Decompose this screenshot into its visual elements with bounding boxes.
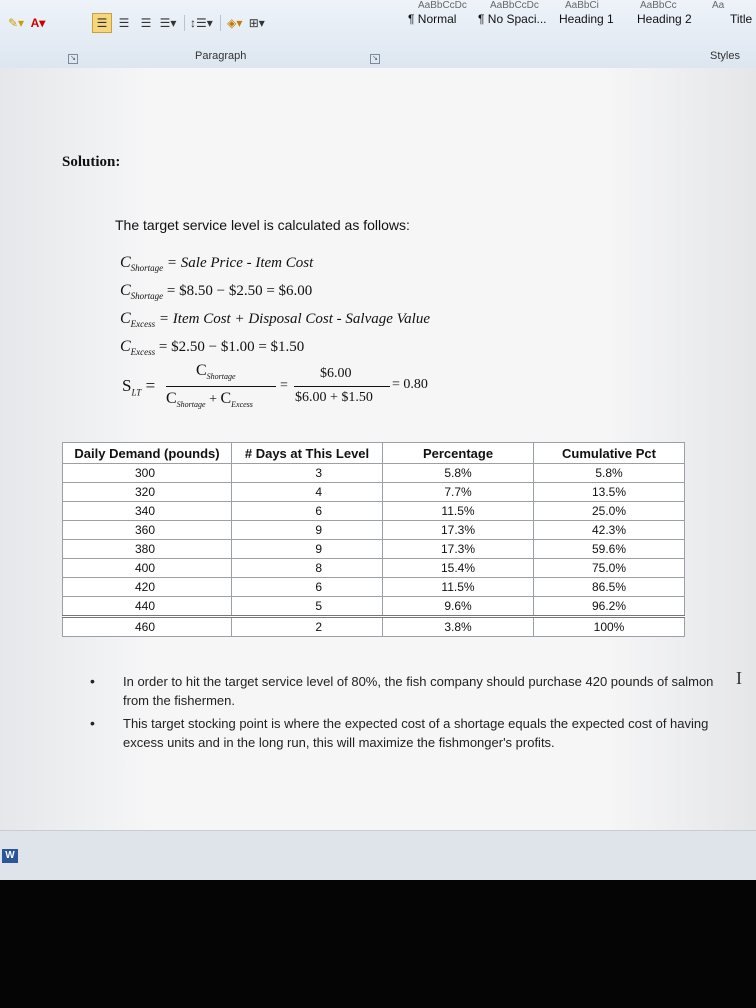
- style-title[interactable]: Title: [730, 12, 753, 26]
- font-color-button[interactable]: A▾: [30, 16, 46, 30]
- font-dialog-launcher-icon[interactable]: ↘: [68, 54, 78, 64]
- table-cell: 7.7%: [383, 483, 534, 502]
- table-row: [63, 483, 685, 502]
- table-cell: 300: [63, 464, 232, 483]
- table-row: [63, 540, 685, 559]
- column-header: Percentage: [383, 443, 534, 464]
- table-row: [63, 559, 685, 578]
- style-preview-text: AaBbCcDc: [490, 0, 539, 11]
- table-header-row: [63, 443, 685, 464]
- fraction-numerator: $C_{Shortage}$: [196, 362, 236, 381]
- bullet-text: This target stocking point is where the expected cost of a shortage equals the expected cost of having excess units and in the long run, this will maximize the fishmonger's profits.: [123, 716, 709, 750]
- table-row: [63, 521, 685, 540]
- styles-group-label: Styles: [710, 50, 740, 62]
- column-header: Cumulative Pct: [534, 443, 685, 464]
- style-preview-text: Aa: [712, 0, 725, 11]
- table-row: [63, 502, 685, 521]
- table-row: [63, 617, 685, 637]
- fraction-numerator-value: $6.00: [320, 366, 352, 381]
- service-level-result: = 0.80: [392, 377, 428, 392]
- table-row: [63, 464, 685, 483]
- pilcrow-icon: ¶: [478, 12, 485, 26]
- table-cell: 75.0%: [534, 559, 685, 578]
- table-cell: 360: [63, 521, 232, 540]
- demand-table: [62, 442, 685, 637]
- table-cell: 400: [63, 559, 232, 578]
- font-formatting-group: [6, 12, 50, 34]
- bullet-icon: •: [90, 673, 95, 689]
- table-cell: 3.8%: [383, 617, 534, 637]
- paragraph-dialog-launcher-icon[interactable]: ↘: [370, 54, 380, 64]
- align-left-button[interactable]: ☰: [92, 13, 112, 33]
- style-no-spacing[interactable]: ¶ No Spaci...: [478, 12, 547, 26]
- table-cell: 460: [63, 617, 232, 637]
- table-cell: 9: [232, 521, 383, 540]
- column-header: Daily Demand (pounds): [63, 443, 232, 464]
- bullet-list: [90, 672, 730, 756]
- paragraph-group: [92, 12, 269, 34]
- table-cell: 380: [63, 540, 232, 559]
- table-cell: 5.8%: [383, 464, 534, 483]
- justify-button[interactable]: ☰▾: [159, 16, 177, 30]
- table-cell: 100%: [534, 617, 685, 637]
- table-cell: 15.4%: [383, 559, 534, 578]
- style-preview-text: AaBbCi: [565, 0, 599, 11]
- pilcrow-icon: ¶: [408, 12, 415, 26]
- table-cell: 11.5%: [383, 578, 534, 597]
- table-cell: 340: [63, 502, 232, 521]
- align-center-button[interactable]: ☰: [118, 16, 130, 30]
- equals-sign: =: [280, 378, 288, 393]
- column-header: # Days at This Level: [232, 443, 383, 464]
- status-bar: [0, 830, 756, 881]
- text-cursor-icon: I: [736, 668, 742, 688]
- equation-shortage-value: $C_{Shortage}$ = $8.50 − $2.50 = $6.00: [120, 282, 313, 301]
- table-cell: 42.3%: [534, 521, 685, 540]
- table-cell: 6: [232, 502, 383, 521]
- bullet-text: In order to hit the target service level of 80%, the fish company should purchase 420 pounds of salmon from the fishermen.: [123, 674, 714, 708]
- shading-button[interactable]: ◈▾: [227, 16, 243, 30]
- list-item: [90, 714, 730, 752]
- document-page[interactable]: [0, 68, 756, 880]
- toolbar-divider: [184, 15, 185, 31]
- bullet-icon: •: [90, 715, 95, 731]
- intro-text: The target service level is calculated as follows:: [115, 217, 410, 233]
- equation-excess-value: $C_{Excess}$ = $2.50 − $1.00 = $1.50: [120, 338, 305, 357]
- table-cell: 9: [232, 540, 383, 559]
- table-cell: 440: [63, 597, 232, 617]
- highlight-color-button[interactable]: ✎▾: [7, 16, 25, 30]
- table-cell: 25.0%: [534, 502, 685, 521]
- toolbar-divider: [220, 15, 221, 31]
- table-cell: 9.6%: [383, 597, 534, 617]
- align-right-button[interactable]: ☰: [140, 16, 152, 30]
- screen-bezel: [0, 880, 756, 1008]
- fraction-bar: [294, 386, 390, 387]
- table-cell: 59.6%: [534, 540, 685, 559]
- table-cell: 17.3%: [383, 540, 534, 559]
- style-heading-2[interactable]: Heading 2: [637, 12, 692, 26]
- table-body: [63, 464, 685, 637]
- table-cell: 96.2%: [534, 597, 685, 617]
- table-cell: 2: [232, 617, 383, 637]
- table-cell: 4: [232, 483, 383, 502]
- service-level-lhs: $S_{LT}$ =: [122, 376, 156, 398]
- solution-heading: Solution:: [62, 154, 121, 170]
- fraction-bar: [166, 386, 276, 387]
- ribbon: [0, 0, 756, 69]
- style-normal[interactable]: ¶ Normal: [408, 12, 457, 26]
- equation-excess-definition: $C_{Excess}$ = Item Cost + Disposal Cost - Salvage Value: [120, 310, 430, 329]
- table-cell: 17.3%: [383, 521, 534, 540]
- table-row: [63, 578, 685, 597]
- fraction-denominator-value: $6.00 + $1.50: [295, 390, 373, 405]
- paragraph-group-label: Paragraph: [195, 50, 247, 62]
- style-preview-text: AaBbCc: [640, 0, 677, 11]
- table-cell: 3: [232, 464, 383, 483]
- table-row: [63, 597, 685, 617]
- table-cell: 11.5%: [383, 502, 534, 521]
- style-preview-text: AaBbCcDc: [418, 0, 467, 11]
- table-cell: 6: [232, 578, 383, 597]
- table-cell: 13.5%: [534, 483, 685, 502]
- list-item: [90, 672, 730, 710]
- word-app-icon[interactable]: W: [2, 849, 18, 863]
- borders-button[interactable]: ⊞▾: [248, 16, 265, 30]
- table-cell: 320: [63, 483, 232, 502]
- fraction-denominator: $C_{Shortage} + C_{Excess}$: [166, 390, 253, 409]
- table-cell: 5: [232, 597, 383, 617]
- line-spacing-button[interactable]: ↕☰▾: [190, 16, 213, 30]
- table-cell: 8: [232, 559, 383, 578]
- table-cell: 86.5%: [534, 578, 685, 597]
- table-cell: 5.8%: [534, 464, 685, 483]
- table-cell: 420: [63, 578, 232, 597]
- equation-shortage-definition: $C_{Shortage}$ = Sale Price - Item Cost: [120, 254, 314, 273]
- style-heading-1[interactable]: Heading 1: [559, 12, 614, 26]
